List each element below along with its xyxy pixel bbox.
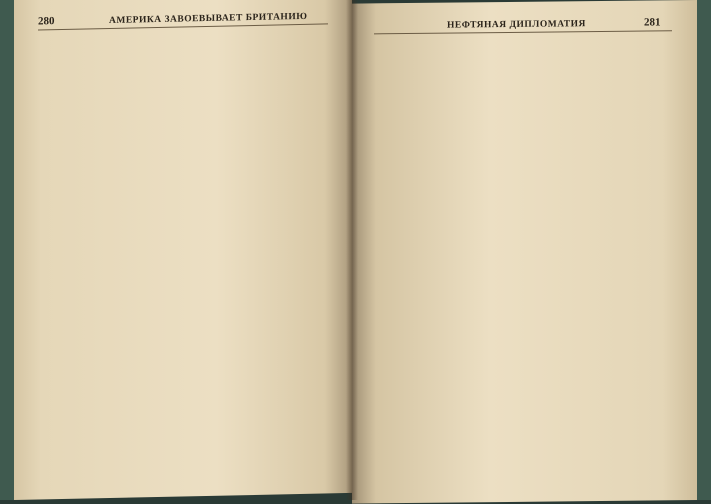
book-cover-right-edge: [697, 0, 711, 500]
left-page: [14, 0, 352, 500]
book-gutter: [346, 0, 358, 500]
left-page-body: [38, 31, 328, 37]
left-header-rule: [38, 23, 328, 30]
right-page: [352, 0, 697, 504]
left-running-head: АМЕРИКА ЗАВОЕВЫВАЕТ БРИТАНИЮ: [109, 11, 308, 27]
right-page-body: [374, 38, 672, 41]
right-page-number: 281: [644, 16, 661, 29]
book-cover-left-edge: [0, 0, 14, 500]
left-page-number: 280: [38, 15, 55, 28]
right-header-rule: [374, 30, 672, 34]
right-running-head: НЕФТЯНАЯ ДИПЛОМАТИЯ: [447, 19, 586, 31]
